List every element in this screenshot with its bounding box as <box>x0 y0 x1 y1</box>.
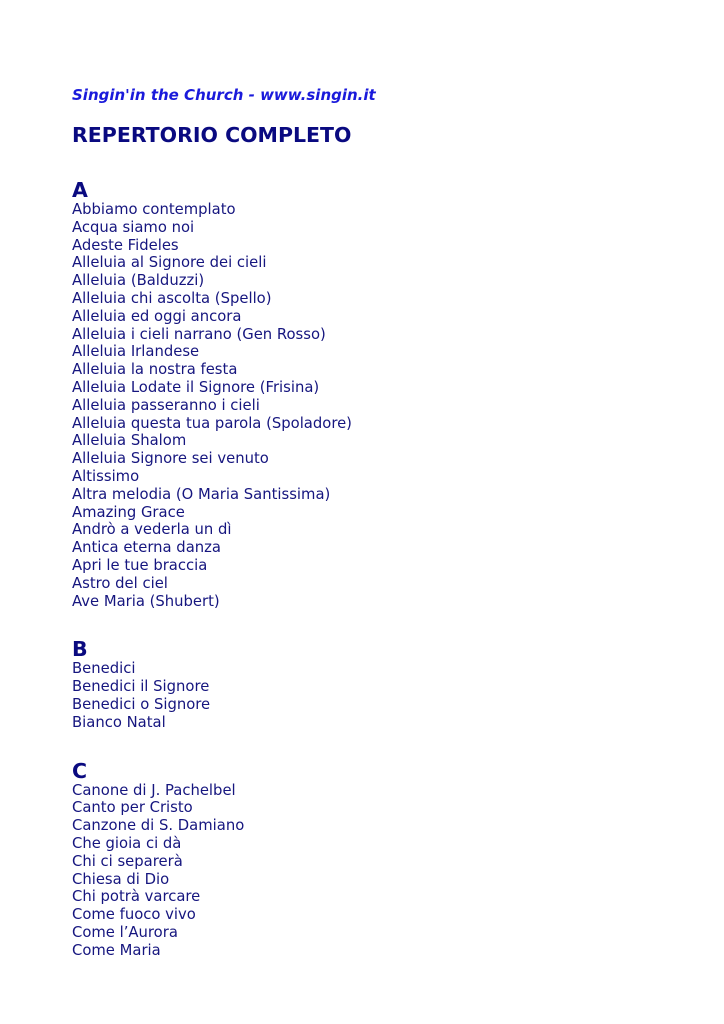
song-item: Altissimo <box>72 467 140 485</box>
song-item: Chi potrà varcare <box>72 888 201 906</box>
section-b <box>72 638 672 731</box>
page-title: REPERTORIO COMPLETO <box>72 123 352 147</box>
song-list <box>72 660 672 731</box>
song-item: Apri le tue braccia <box>72 556 208 574</box>
song-item: Amazing Grace <box>72 503 185 521</box>
song-item: Benedici o Signore <box>72 695 211 713</box>
section-letter: B <box>72 637 88 662</box>
song-item: Abbiamo contemplato <box>72 201 236 218</box>
section-letter: A <box>72 178 88 202</box>
song-index <box>72 179 672 959</box>
song-item: Canzone di S. Damiano <box>72 817 245 835</box>
song-item: Che gioia ci dà <box>72 834 182 852</box>
song-item: Andrò a vederla un dì <box>72 521 232 539</box>
song-item: Astro del ciel <box>72 574 168 592</box>
song-item: Alleluia (Balduzzi) <box>72 272 205 290</box>
document-page <box>72 84 672 959</box>
section-c <box>72 760 672 960</box>
song-item: Come l’Aurora <box>72 923 178 941</box>
site-header: Singin'in the Church - www.singin.it <box>72 86 376 104</box>
song-item: Altra melodia (O Maria Santissima) <box>72 485 331 503</box>
song-item: Alleluia passeranno i cieli <box>72 396 260 414</box>
song-item: Alleluia Signore sei venuto <box>72 450 269 468</box>
song-item: Benedici <box>72 660 136 678</box>
song-item: Chi ci separerà <box>72 852 183 870</box>
section-letter: C <box>72 758 88 783</box>
song-item: Ave Maria (Shubert) <box>72 592 220 610</box>
song-item: Chiesa di Dio <box>72 870 170 888</box>
song-item: Come fuoco vivo <box>72 906 196 924</box>
song-item: Alleluia Lodate il Signore (Frisina) <box>72 378 320 396</box>
song-item: Canto per Cristo <box>72 799 193 817</box>
song-list <box>72 201 672 610</box>
song-item: Alleluia questa tua parola (Spoladore) <box>72 414 352 432</box>
song-item: Alleluia Shalom <box>72 432 187 450</box>
song-item: Acqua siamo noi <box>72 218 195 236</box>
song-item: Alleluia i cieli narrano (Gen Rosso) <box>72 325 326 343</box>
song-item: Antica eterna danza <box>72 539 221 557</box>
song-item: Alleluia chi ascolta (Spello) <box>72 289 272 307</box>
song-list <box>72 782 672 960</box>
song-item: Adeste Fideles <box>72 236 179 254</box>
section-a <box>72 179 672 610</box>
song-item: Alleluia la nostra festa <box>72 361 238 379</box>
song-item: Come Maria <box>72 941 161 959</box>
song-item: Alleluia Irlandese <box>72 343 200 361</box>
song-item: Alleluia al Signore dei cieli <box>72 254 267 272</box>
song-item: Bianco Natal <box>72 713 166 731</box>
song-item: Canone di J. Pachelbel <box>72 781 236 799</box>
song-item: Alleluia ed oggi ancora <box>72 307 242 325</box>
song-item: Benedici il Signore <box>72 678 210 696</box>
